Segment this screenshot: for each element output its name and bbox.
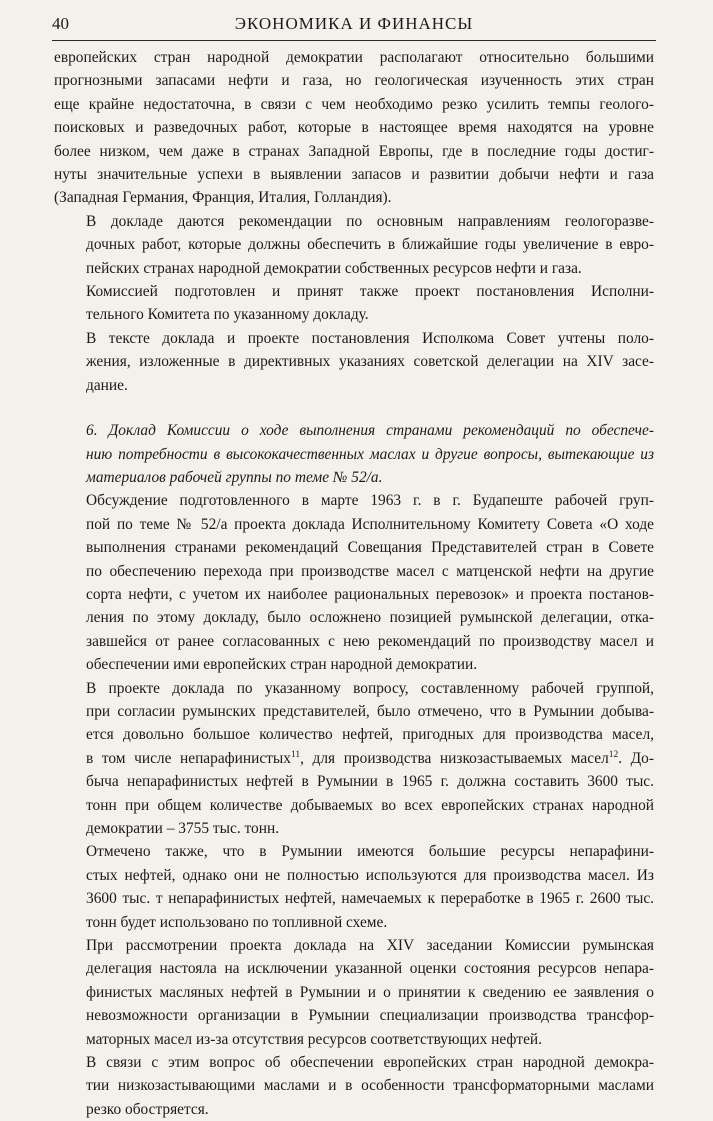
text-line: по обеспечению перехода при производстве масел с матценской нефти на другие: [86, 562, 654, 580]
paragraph: [54, 280, 654, 327]
text-line: В проекте доклада по указанному вопросу, составленному рабочей группой,: [86, 679, 654, 697]
paragraph: [54, 677, 654, 841]
text-line: материалов рабочей группы по теме № 52/а.: [86, 468, 383, 486]
text-line: невозможности организации в Румынии специализации производства трансфор-: [86, 1007, 654, 1025]
text-line: При рассмотрении проекта доклада на XIV заседании Комиссии румынская: [86, 937, 654, 955]
paragraph: [54, 489, 654, 676]
section-heading: [54, 419, 654, 489]
text-line: прогнозными запасами нефти и газа, но геологическая изученность этих стран: [54, 72, 654, 90]
text-line: финистых масляных нефтей в Румынии и о принятии к сведению ее заявления о: [86, 983, 654, 1001]
text-line: резко обостряется.: [86, 1100, 209, 1118]
text-line: обеспечении ими европейских стран народной демократии.: [86, 656, 478, 674]
footnote-marker[interactable]: 12: [608, 749, 619, 760]
text-line: поисковых и разведочных работ, которые в настоящее время находятся на уровне: [54, 119, 654, 137]
paragraph: [54, 840, 654, 934]
paragraph: [54, 327, 654, 397]
footnote-marker[interactable]: 11: [290, 749, 301, 760]
text-line: быча непарафинистых нефтей в Румынии в 1965 г. должна составить 3600 тыс.: [86, 773, 654, 791]
text-line: пой по теме № 52/а проекта доклада Исполнительному Комитету Совета «О ходе: [86, 515, 654, 533]
text-line: (Западная Германия, Франция, Италия, Голландия).: [54, 189, 392, 207]
text-line: ления по этому докладу, было осложнено позицией румынской делегации, отка-: [86, 609, 654, 627]
text-line: маторных масел из-за отсутствия ресурсов соответствующих нефтей.: [86, 1030, 542, 1048]
body-text: [54, 46, 654, 1121]
text-line: стых нефтей, однако они не полностью используются для производства масел. Из: [86, 866, 654, 884]
text-line: В докладе даются рекомендации по основным направлениям геологоразве-: [86, 212, 654, 230]
text-line: дочных работ, которые должны обеспечить в ближайшие годы увеличение в евро-: [86, 236, 654, 254]
text-line: демократии – 3755 тыс. тонн.: [86, 820, 280, 837]
text-line: Обсуждение подготовленного в марте 1963 г. в г. Будапеште рабочей груп-: [86, 492, 654, 510]
text-line: европейских стран народной демократии располагают относительно большими: [54, 49, 654, 66]
text-line: В связи с этим вопрос об обеспечении европейских стран народной демокра-: [86, 1054, 654, 1072]
text-line: нию потребности в высококачественных маслах и другие вопросы, вытекающие из: [86, 445, 654, 463]
text-line: выполнения странами рекомендаций Совещания Представителей стран в Совете: [86, 539, 654, 557]
paragraph: [54, 1051, 654, 1121]
paragraph: [54, 46, 654, 210]
text-line: жения, изложенные в директивных указаниях советской делегации на XIV засе-: [86, 353, 654, 371]
page-header: [52, 12, 656, 36]
text-line: еще крайне недостаточна, в связи с чем необходимо резко усилить темпы геолого-: [54, 95, 654, 113]
text-line: тии низкозастывающими маслами и в особенности трансформаторными маслами: [86, 1077, 654, 1095]
text-line: тонн при общем количестве добываемых во всех европейских странах народной: [86, 796, 654, 814]
text-line: тельного Комитета по указанному докладу.: [86, 306, 369, 324]
text-line: делегация настояла на исключении указанной оценки состояния ресурсов непара-: [86, 960, 654, 978]
page-number: 40: [52, 14, 69, 33]
header-rule: [52, 40, 656, 41]
text-line: ется довольно большое количество нефтей, пригодных для производства масел,: [86, 726, 654, 744]
paragraph: [54, 210, 654, 280]
text-line: в том числе непарафинистых$^{11}$, для производства низкозастываемых масел$^{12}$. До-: [86, 749, 654, 767]
text-line: дание.: [86, 376, 128, 394]
text-line: Отмечено также, что в Румынии имеются большие ресурсы непарафини-: [86, 843, 654, 861]
text-line: 6. Доклад Комиссии о ходе выполнения странами рекомендаций по обеспече-: [86, 422, 654, 440]
text-line: более низком, чем даже в странах Западной Европы, где в последние годы достиг-: [54, 142, 654, 160]
text-line: нуты значительные успехи в выявлении запасов и развитии добычи нефти и газа: [54, 166, 654, 184]
text-line: пейских странах народной демократии собственных ресурсов нефти и газа.: [86, 259, 582, 277]
text-line: сорта нефти, с учетом их наиболее рациональных перевозок» и проекта постанов-: [86, 585, 654, 603]
text-line: тонн будет использовано по топливной схеме.: [86, 913, 388, 931]
text-line: Комиссией подготовлен и принят также проект постановления Исполни-: [86, 283, 654, 301]
text-line: В тексте доклада и проекте постановления Исполкома Совет учтены поло-: [86, 329, 654, 347]
text-line: 3600 тыс. т непарафинистых нефтей, намечаемых к переработке в 1965 г. 2600 тыс.: [86, 890, 654, 908]
paragraph: [54, 934, 654, 1051]
running-head: ЭКОНОМИКА И ФИНАНСЫ: [234, 14, 474, 33]
text-line: завшейся от ранее согласованных с нею рекомендаций по производству масел и: [86, 632, 654, 650]
text-line: при согласии румынских представителей, было отмечено, что в Румынии добыва-: [86, 702, 654, 720]
